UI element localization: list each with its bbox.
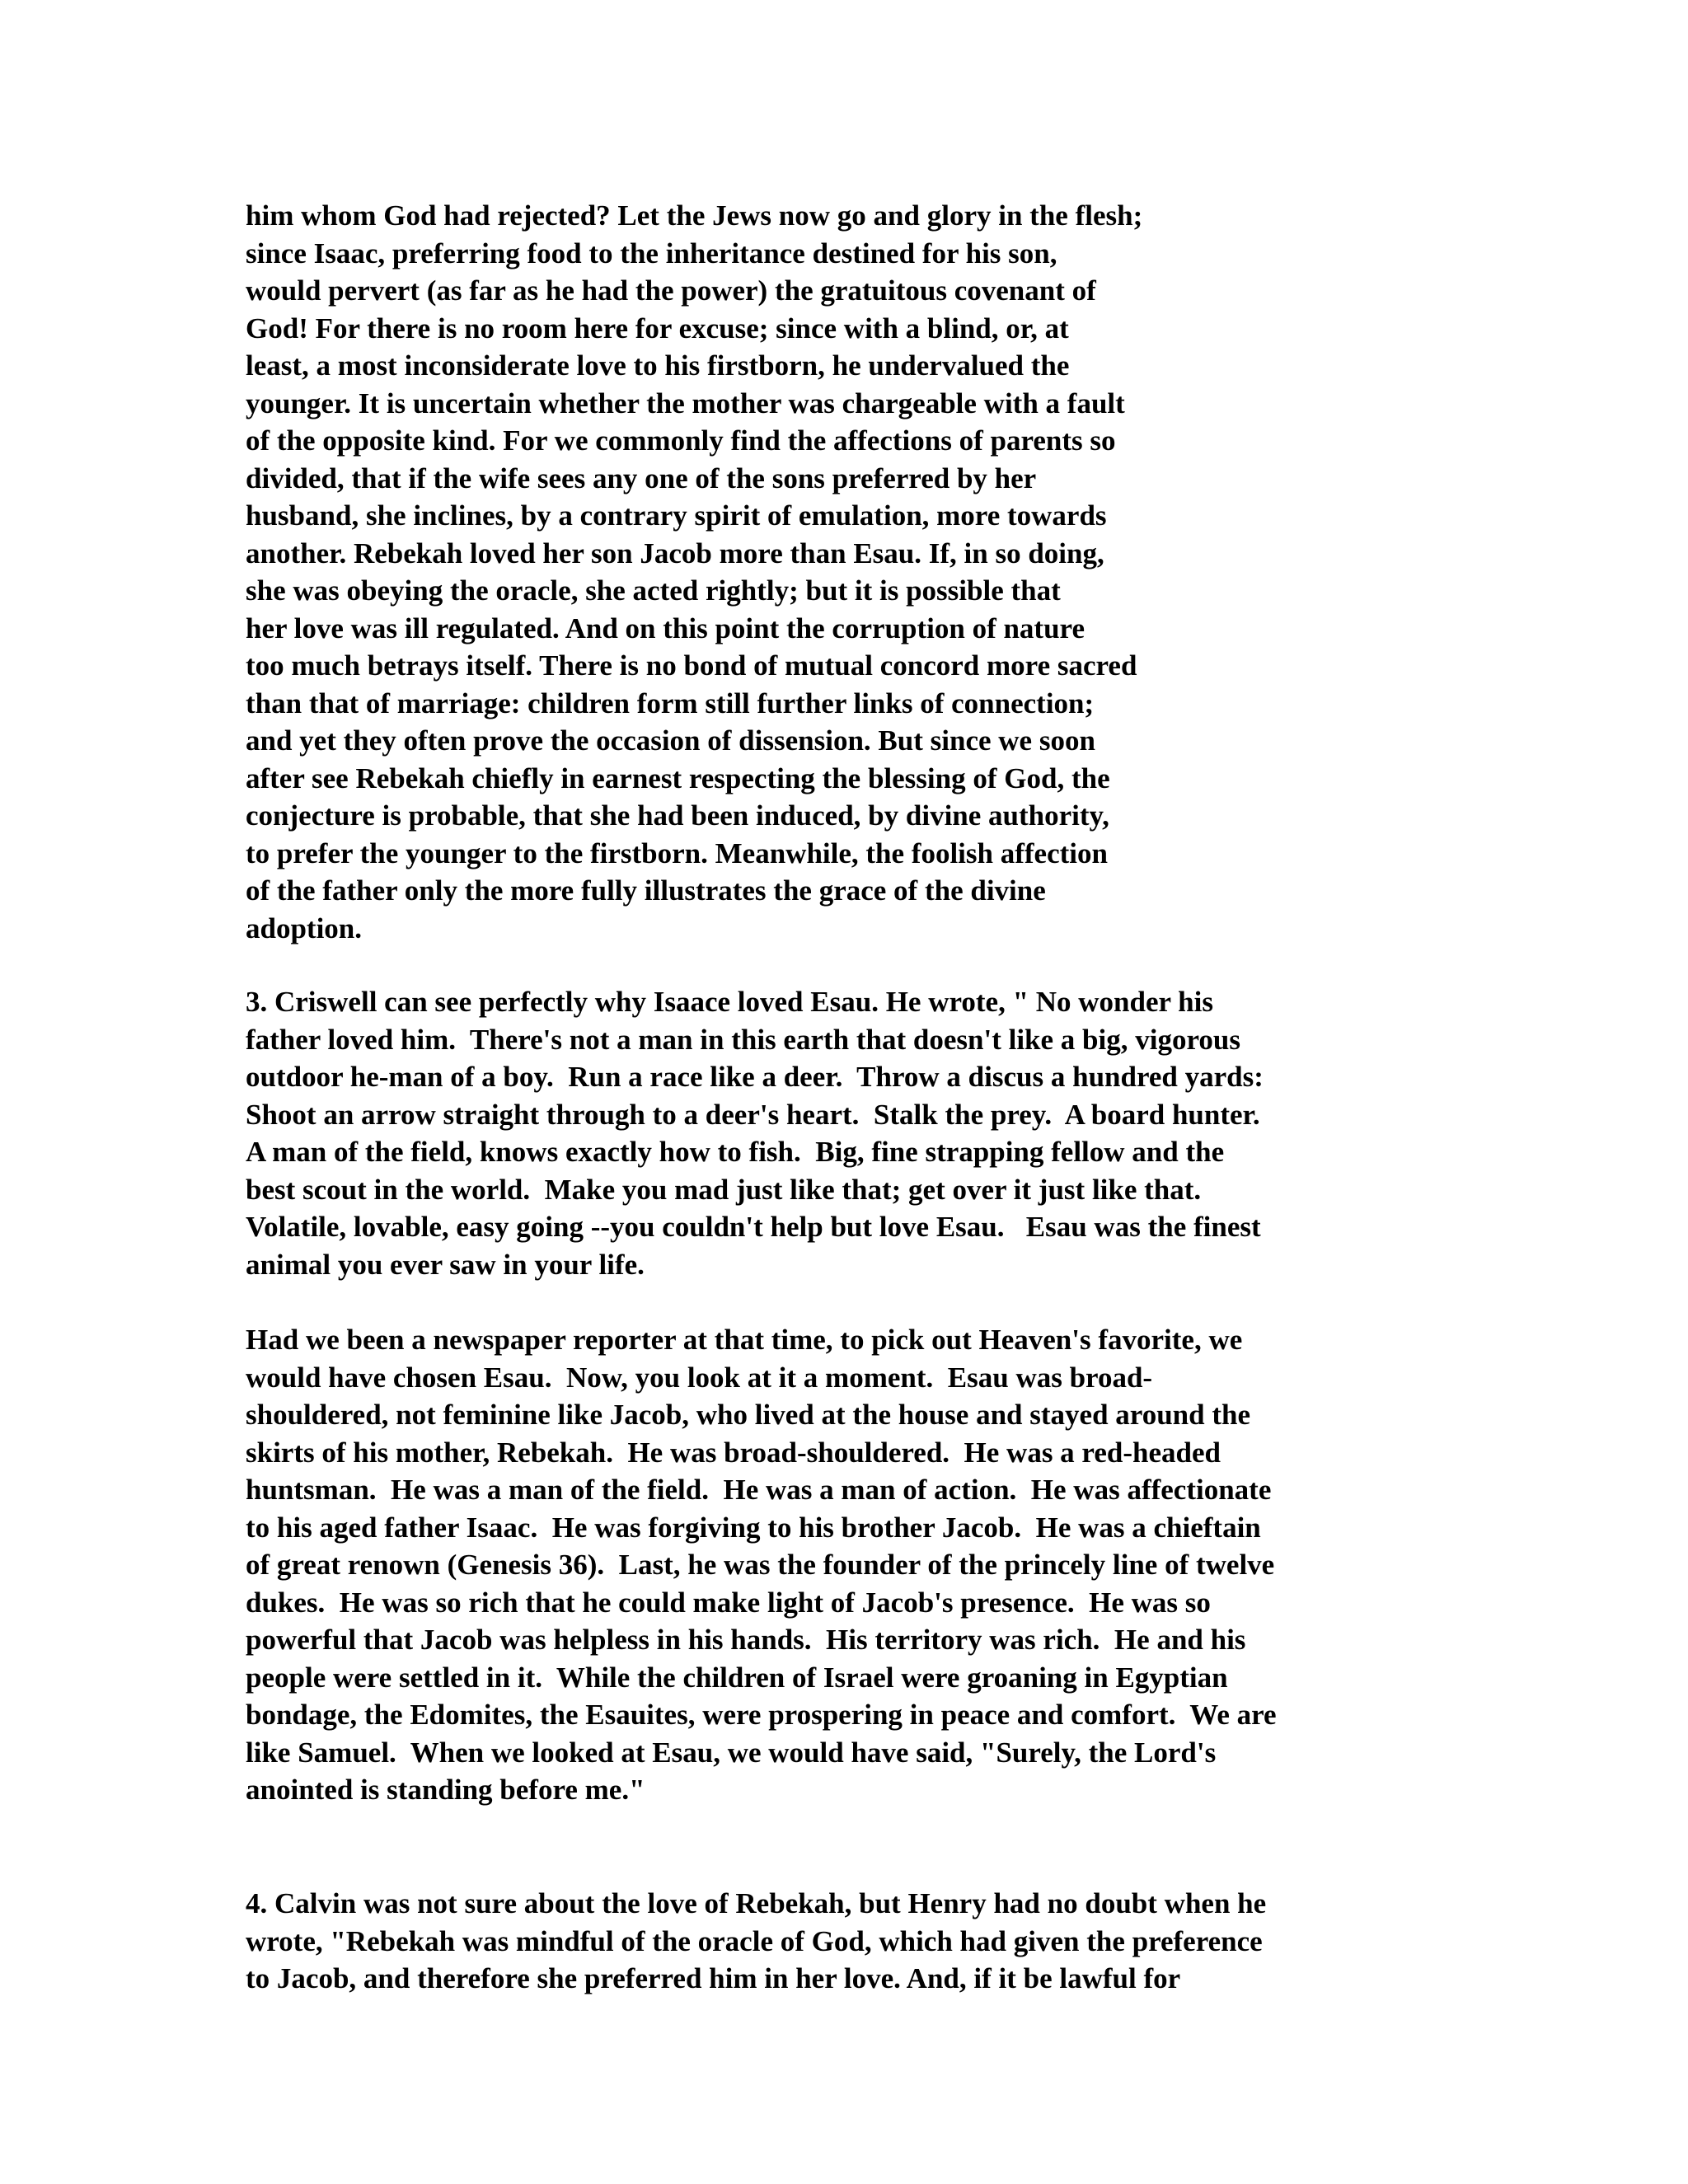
text-line: like Samuel. When we looked at Esau, we would have said, "Surely, the Lord's: [246, 1736, 1217, 1769]
text-line: powerful that Jacob was helpless in his hands. His territory was rich. He and his: [246, 1624, 1246, 1656]
text-line: to prefer the younger to the firstborn. Meanwhile, the foolish affection: [246, 837, 1108, 869]
text-line: after see Rebekah chiefly in earnest respecting the blessing of God, the: [246, 762, 1110, 794]
text-line: of the father only the more fully illustrates the grace of the divine: [246, 874, 1046, 907]
text-line: to Jacob, and therefore she preferred him in her love. And, if it be lawful for: [246, 1962, 1181, 1994]
paragraph-newspaper-reporter: [246, 1321, 1465, 1809]
text-line: too much betrays itself. There is no bond of mutual concord more sacred: [246, 649, 1137, 682]
text-line: 4. Calvin was not sure about the love of Rebekah, but Henry had no doubt when he: [246, 1887, 1267, 1919]
text-line: huntsman. He was a man of the field. He was a man of action. He was affectionate: [246, 1474, 1272, 1506]
text-line: animal you ever saw in your life.: [246, 1248, 645, 1281]
paragraph-calvin-henry: [246, 1885, 1465, 1998]
text-line: conjecture is probable, that she had been induced, by divine authority,: [246, 799, 1109, 832]
text-line: best scout in the world. Make you mad just like that; get over it just like that.: [246, 1173, 1202, 1206]
text-line: adoption.: [246, 912, 363, 944]
text-line: dukes. He was so rich that he could make light of Jacob's presence. He was so: [246, 1586, 1211, 1619]
text-line: to his aged father Isaac. He was forgiving to his brother Jacob. He was a chieftain: [246, 1511, 1261, 1544]
paragraph-calvin-commentary: [246, 197, 1465, 947]
text-line: Had we been a newspaper reporter at that time, to pick out Heaven's favorite, we: [246, 1324, 1243, 1356]
text-line: of great renown (Genesis 36). Last, he was the founder of the princely line of twelve: [246, 1549, 1275, 1581]
text-line: younger. It is uncertain whether the mother was chargeable with a fault: [246, 387, 1125, 419]
text-line: father loved him. There's not a man in this earth that doesn't like a big, vigorous: [246, 1023, 1240, 1056]
text-line: husband, she inclines, by a contrary spirit of emulation, more towards: [246, 499, 1107, 532]
text-line: him whom God had rejected? Let the Jews now go and glory in the flesh;: [246, 199, 1143, 232]
text-line: and yet they often prove the occasion of dissension. But since we soon: [246, 724, 1095, 757]
text-line: skirts of his mother, Rebekah. He was broad-shouldered. He was a red-headed: [246, 1436, 1221, 1469]
text-line: divided, that if the wife sees any one of the sons preferred by her: [246, 462, 1037, 494]
text-line: people were settled in it. While the children of Israel were groaning in Egyptian: [246, 1661, 1228, 1694]
text-line: would pervert (as far as he had the power) the gratuitous covenant of: [246, 274, 1096, 307]
text-line: than that of marriage: children form still further links of connection;: [246, 687, 1095, 719]
text-line: Shoot an arrow straight through to a deer's heart. Stalk the prey. A board hunter.: [246, 1098, 1260, 1131]
text-line: God! For there is no room here for excuse; since with a blind, or, at: [246, 312, 1069, 344]
text-line: she was obeying the oracle, she acted rightly; but it is possible that: [246, 574, 1061, 607]
text-line: 3. Criswell can see perfectly why Isaace loved Esau. He wrote, " No wonder his: [246, 986, 1213, 1018]
text-line: shouldered, not feminine like Jacob, who lived at the house and stayed around the: [246, 1399, 1251, 1431]
text-line: least, a most inconsiderate love to his firstborn, he undervalued the: [246, 349, 1070, 382]
text-line: anointed is standing before me.": [246, 1774, 645, 1806]
text-line: A man of the field, knows exactly how to fish. Big, fine strapping fellow and the: [246, 1136, 1225, 1168]
text-line: another. Rebekah loved her son Jacob more than Esau. If, in so doing,: [246, 537, 1104, 569]
text-line: Volatile, lovable, easy going --you couldn't help but love Esau. Esau was the finest: [246, 1211, 1261, 1243]
text-line: of the opposite kind. For we commonly find the affections of parents so: [246, 424, 1116, 457]
text-line: wrote, "Rebekah was mindful of the oracle of God, which had given the preference: [246, 1924, 1263, 1957]
text-line: since Isaac, preferring food to the inheritance destined for his son,: [246, 237, 1057, 269]
text-line: outdoor he-man of a boy. Run a race like a deer. Throw a discus a hundred yards:: [246, 1061, 1264, 1093]
paragraph-criswell-quote: [246, 983, 1465, 1283]
text-line: her love was ill regulated. And on this point the corruption of nature: [246, 612, 1085, 644]
text-line: would have chosen Esau. Now, you look at it a moment. Esau was broad-: [246, 1361, 1153, 1394]
text-line: bondage, the Edomites, the Esauites, were prospering in peace and comfort. We are: [246, 1699, 1277, 1731]
